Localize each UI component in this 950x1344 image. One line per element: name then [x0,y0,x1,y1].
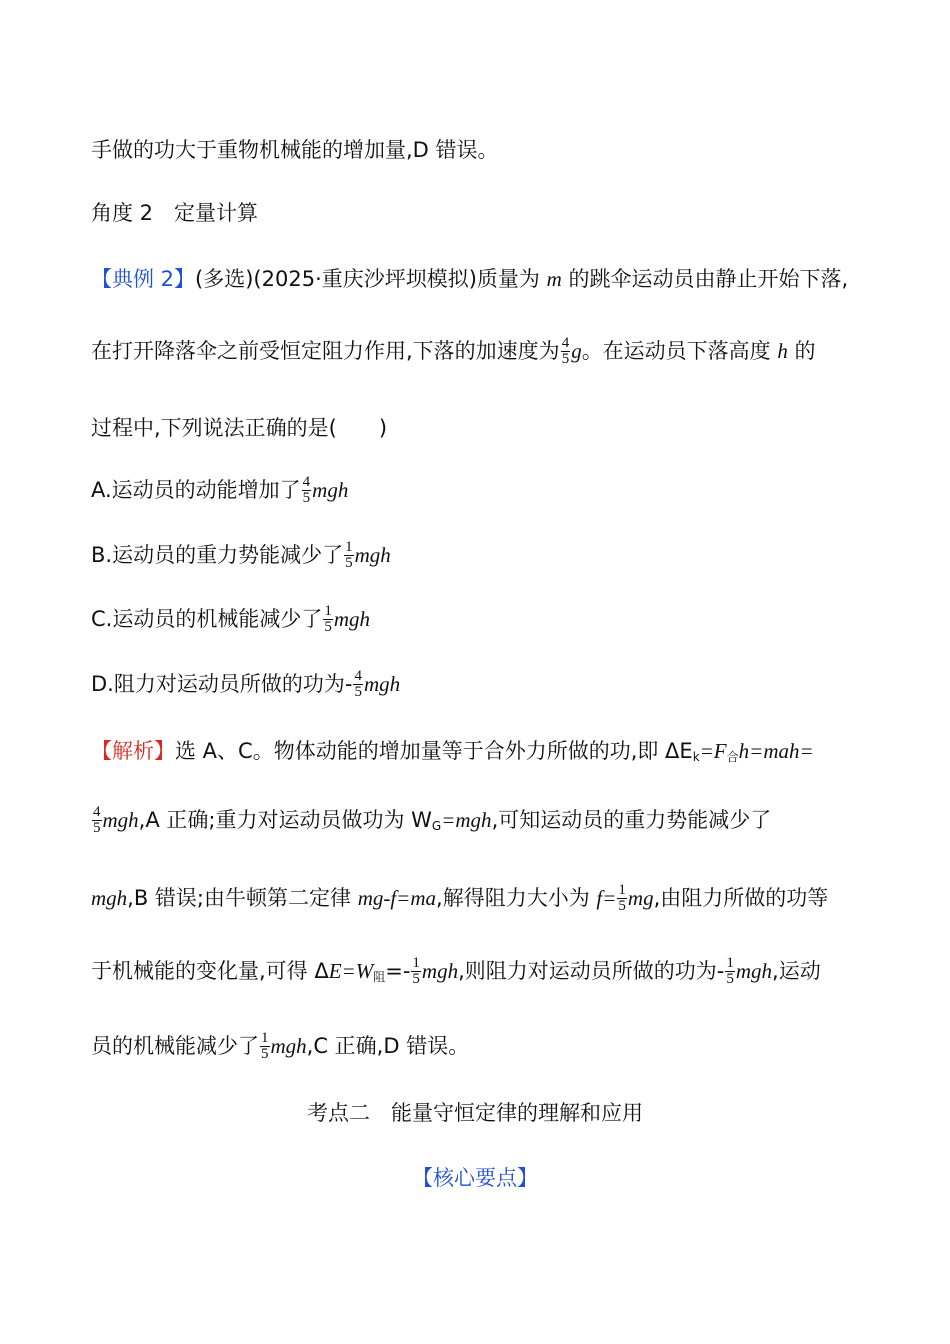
var-h: h [777,339,788,363]
var-mgh: mgh [312,478,349,502]
example-line-1 [91,264,848,294]
text: 选 A、C。物体动能的增加量等于合外力所做的功,即 ΔE [175,739,693,763]
subscript: k [692,750,700,764]
fraction-1-5: $\frac{1}{5}$ [261,1029,269,1062]
fraction-4-5: $\frac{4}{5}$ [93,803,101,836]
text-line [91,135,499,165]
text: 角度 2 定量计算 [91,201,259,225]
subscript: 阻 [373,970,386,984]
section-heading [0,1098,950,1128]
formula: h=mah= [738,739,814,763]
solution-line-1 [91,736,814,772]
subheading-angle-2 [91,198,258,228]
subscript: 合 [726,750,739,764]
formula: E=W [328,959,374,983]
fraction-4-5: $\frac{4}{5}$ [302,473,311,506]
text: 的 [787,339,816,363]
text: (多选)(2025·重庆沙坪坝模拟)质量为 [195,267,547,291]
fraction-1-5: $\frac{1}{5}$ [726,954,734,987]
var-mgh: mgh [270,1034,307,1058]
var-mgh: mgh [735,959,773,983]
text: ,运动 [772,959,821,983]
text: ,解得阻力大小为 [436,886,597,910]
text: 过程中,下列说法正确的是( ) [91,416,388,440]
fraction-1-5: $\frac{1}{5}$ [618,881,626,914]
formula: =F [699,739,727,763]
text: 在打开降落伞之前受恒定阻力作用,下落的加速度为 [91,339,560,363]
var-g: g [571,339,582,363]
text: 于机械能的变化量,可得 Δ [91,959,329,983]
fraction-4-5: $\frac{4}{5}$ [354,667,362,700]
text: A.运动员的动能增加了 [91,478,301,502]
example-tag: 【典例 2】 [91,267,196,291]
var-mg: mg [627,886,654,910]
text: ,由阻力所做的功等 [653,886,829,910]
text: ,C 正确,D 错误。 [306,1034,470,1058]
formula: f= [596,886,617,910]
option-b [91,540,391,572]
fraction-1-5: $\frac{1}{5}$ [324,602,332,635]
solution-line-4 [91,956,821,992]
text: 考点二 能量守恒定律的理解和应用 [307,1101,643,1125]
text: 手做的功大于重物机械能的增加量,D 错误。 [91,138,499,162]
option-a [91,475,348,507]
text: 【核心要点】 [412,1166,538,1190]
var-m: m [546,267,562,291]
var-mgh: mgh [363,672,401,696]
text: ,B 错误;由牛顿第二定律 [127,886,358,910]
text: 的跳伞运动员由静止开始下落, [561,267,849,291]
text: B.运动员的重力势能减少了 [91,543,344,567]
solution-tag: 【解析】 [91,739,175,763]
formula: mg-f=ma [357,886,437,910]
var-mgh: mgh [354,543,391,567]
core-points-heading [0,1163,950,1193]
option-c [91,604,370,636]
fraction-1-5: $\frac{1}{5}$ [345,538,353,571]
var-mgh: mgh [333,607,371,631]
text: 。在运动员下落高度 [581,339,778,363]
var-mgh: mgh [91,886,128,910]
text: 员的机械能减少了 [91,1034,259,1058]
var-mgh: mgh [102,808,139,832]
text: ,可知运动员的重力势能减少了 [491,808,772,832]
formula: =mgh [441,808,492,832]
example-line-3 [91,413,387,443]
text: ,则阻力对运动员所做的功为- [458,959,725,983]
subscript: G [431,819,442,833]
text: =- [385,959,411,983]
example-line-2 [91,336,816,368]
text: D.阻力对运动员所做的功为- [91,672,353,696]
text: ,A 正确;重力对运动员做功为 W [138,808,432,832]
fraction-4-5: $\frac{4}{5}$ [561,334,570,367]
solution-line-3 [91,883,828,915]
option-d [91,669,400,701]
solution-line-5 [91,1031,469,1063]
solution-line-2 [91,805,771,841]
fraction-1-5: $\frac{1}{5}$ [412,954,420,987]
var-mgh: mgh [421,959,459,983]
text: C.运动员的机械能减少了 [91,607,323,631]
